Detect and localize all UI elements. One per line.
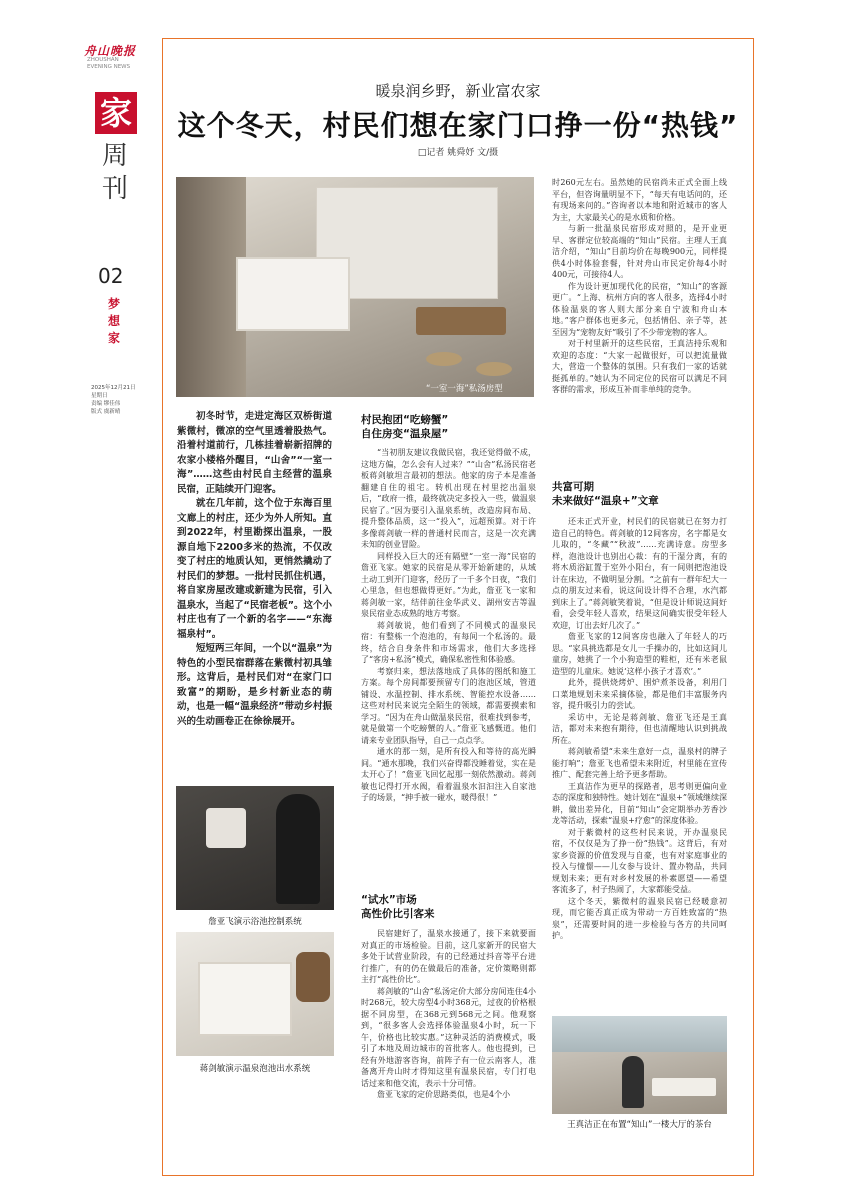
- article-byline: □记者 姚舜妤 文/摄: [417, 148, 499, 158]
- body-paragraph: 同样投入巨大的还有隔壁“一室一海”民宿的詹亚飞家。她家的民宿是从零开始新建的，从域土动工到开门迎客，经历了一千多个日夜，“我们心里急，但也想做得更好。”为此，詹亚飞一家和蒋剑敏一家，结伴前往金华武义、湖州安吉等温泉民宿业态成熟的地方考察。: [361, 551, 536, 618]
- newspaper-logo: 舟山晚报: [84, 44, 137, 58]
- body-paragraph: 詹亚飞家的定价思路类似，也是4个小: [377, 1090, 511, 1099]
- page-number: 02: [98, 264, 124, 288]
- section1-heading-line: 自住房变“温泉屋”: [361, 428, 449, 440]
- logo-en-line-1: ZHOUSHAN: [87, 57, 119, 63]
- body-paragraph: 时260元左右。虽然她的民宿尚未正式全面上线平台，但咨询量明显不下，“每天有电话问的，还有现场来问的。”咨询者以本地和附近城市的客人为主，大家最关心的是水质和价格。: [552, 178, 727, 222]
- issue-layout: 版式 虞新晴: [91, 409, 121, 415]
- section3-body: [552, 516, 727, 1006]
- photo-cushion: [426, 352, 462, 366]
- photo-table: [652, 1078, 716, 1096]
- issue-info: [91, 384, 151, 416]
- section3-heading-line: 共富可期: [552, 481, 594, 493]
- body-paragraph: 与新一批温泉民宿形成对照的，是开业更早、客群定位较高端的“知山”民宿。主理人王真洁介绍，“知山”目前均价在每晚900元，同样提供4小时体验套餐，针对舟山市民定价每4小时400元，可接待4人。: [552, 224, 727, 279]
- body-paragraph: 采访中，无论是蒋剑敏、詹亚飞还是王真洁，都对未来抱有期待，但也清醒地认识到挑战所在。: [552, 712, 727, 745]
- body-paragraph: 通水的那一刻，是所有投入和等待的高光瞬间。“通水那晚，我们兴奋得都没睡着觉，实在是太开心了！”詹亚飞回忆起那一刻依然激动。蒋剑敏也记得打开水阀，看着温泉水汩汩注入自家池子的场景，“抻手被一碰水，暖得很！”: [361, 747, 536, 802]
- section2-body: [361, 928, 536, 1164]
- photo-tea-table: [416, 307, 506, 335]
- lede-paragraph: 短短两三年间，一个以“温泉”为特色的小型民宿群落在紫微村初具雏形。这背后，是村民们对“在家门口致富”的期盼，是乡村新业态的萌动，也是一幅“温泉经济”带动乡村振兴的生动画卷正在徐徐展开。: [177, 643, 332, 727]
- issue-weekday: 星期日: [91, 393, 108, 399]
- body-paragraph: 对于紫微村的这些村民来说，开办温泉民宿，不仅仅是为了挣一份“热钱”。这背后，有对家乡资源的价值发现与自豪，也有对家庭事业的投入与憧憬——儿女参与设计、置办物品，共同规划未来；更有对乡村发展的朴素愿望——希望客流多了，村子热闹了，大家都能受益。: [552, 827, 727, 894]
- section3-heading: [552, 480, 727, 508]
- body-paragraph: 王真洁作为更早的探路者，思考则更偏向业态的深度和独特性。她计划在“温泉+”领域继续深耕，做出差异化，目前“知山”会定期举办芳香沙龙等活动，探索“温泉+疗愈”的深度体验。: [552, 781, 727, 825]
- lede-paragraph: 就在几年前，这个位于东海百里文廊上的村庄，还少为外人所知。直到2022年，村里勘探出温泉，一股源自地下2200多米的热流，不仅改变了村庄的地质认知，更悄然撬动了村民们的梦想。一批村民抓住机遇，将自家房屋改建或新建为民宿，引入温泉水，当起了“民宿老板”。这个小村庄也有了一个新的名字——“东海福泉村”。: [177, 498, 332, 640]
- body-paragraph: 蒋剑敏的“山舍”私汤定价大部分房间连住4小时268元，较大房型4小时368元，过夜的价格根据不同房型，在368元到568元之间。他观察到，“很多客人会选择体验温泉4小时，玩一下午，价格也比较实惠。”这种灵活的消费模式，吸引了本地及周边城市的首批客人。他也提到，已经有外地游客咨询，前阵子有一位云南客人，准备离开舟山时才得知这里有温泉民宿，专门打电话过来和他交流，表示十分可惜。: [361, 986, 536, 1088]
- body-paragraph: 还未正式开业，村民们的民宿就已在努力打造自己的特色。蒋剑敏的12间客房，名字都是女儿取的，“冬藏”“秋波”……充满诗意。房型多样，泡池设计也别出心裁：有的干湿分离，有的将木质浴缸置于室外小阳台，有一间则把泡池设计在床边，不做明显分割。“之前有一群年纪大一点的朋友过来看，说这间设计得不合理，水汽都到床上了。”蒋剑敏笑着说，“但是设计师说这间好看，会受年轻人喜欢，结果这间确实很受年轻人欢迎，订出去好几次了。”: [552, 517, 727, 630]
- body-paragraph: 蒋剑敏说，他们看到了不同模式的温泉民宿：有整栋一个泡池的，有每间一个私汤的。最终，结合自身条件和市场需求，他们大多选择了“客房+私汤”模式，确保私密性和体验感。: [361, 620, 536, 664]
- newspaper-logo-english: [87, 57, 130, 71]
- section1-heading-line: 村民抱团“吃螃蟹”: [361, 414, 449, 426]
- photo-small-tub: [198, 962, 292, 1036]
- section1-heading: [361, 413, 536, 441]
- article-lede: [177, 410, 332, 729]
- body-paragraph: 对于村里新开的这些民宿，王真洁持乐观和欢迎的态度：“大家一起做很好，可以把流量做大，营造一个整体的氛围。只有我们一家的话就挺孤单的。”她认为不同定位的民宿可以满足不同客群的需求，形成互补而非单纯的竞争。: [552, 339, 727, 394]
- body-paragraph: “当初朋友建议我做民宿，我还觉得做不成，这地方偏，怎么会有人过来？”“山舍”私汤民宿老板蒋剑敏坦言最初的想法。他家的房子本是准备翻建自住的祖宅。转机出现在村里挖出温泉后，“政府一推，最终就决定多投入一些，做温泉民宿了。”因为要引入温泉系统，改造房间布局、提升整体品质，这一“投入”，远超预算。对于许多像蒋剑敏一样的普通村民而言，这是一次充满未知的创业冒险。: [361, 448, 536, 549]
- body-paragraph: 考察归来，想法落地成了具体的图纸和施工方案。每个房间都要预留专门的泡池区域，管道铺设、水温控制、排水系统、智能控水设备……这些对村民来说完全陌生的领域，都需要摸索和学习。“因为在舟山做温泉民宿，很难找到参考，就是做第一个吃螃蟹的人。”詹亚飞感慨道。他们请来专业团队指导，自己一点点学。: [361, 666, 536, 745]
- section2-continued-body: [552, 177, 727, 469]
- body-paragraph: 这个冬天，紫微村的温泉民宿已经暖意初现，而它能否真正成为带动一方百姓致富的“热泉”，还需要时间的进一步检验与各方的共同呵护。: [552, 896, 727, 940]
- section-badge: 家: [95, 92, 137, 134]
- section-subtitle: 周刊: [101, 141, 128, 204]
- article-subtitle: 暖泉润乡野，新业富农家: [375, 82, 541, 100]
- main-photo-caption: “一室一海”私汤房型: [426, 384, 503, 394]
- photo-control-panel: [206, 808, 246, 848]
- photo-caption: 王真洁正在布置“知山”一楼大厅的茶台: [567, 1120, 712, 1130]
- body-paragraph: 作为设计更加现代化的民宿，“知山”的客源更广。“上海、杭州方向的客人很多，选择4小时体验温泉的客人则大部分来自宁波和舟山本地。”客户群体也更多元，包括情侣、亲子等，甚至因为“宠物友好”吸引了不少带宠物的客人。: [552, 281, 727, 337]
- photo-person: [622, 1056, 644, 1108]
- photo-caption: 詹亚飞演示浴池控制系统: [208, 917, 302, 927]
- photo-cushion: [476, 362, 512, 376]
- photo-window-view: [552, 1016, 727, 1052]
- section1-body: [361, 447, 536, 857]
- section2-heading: [361, 893, 536, 921]
- lede-paragraph: 初冬时节，走进定海区双桥街道紫微村，微凉的空气里透着股热气。沿着村道前行，几栋挂着崭新招牌的农家小楼格外醒目，“山舍”“一室一海”……这些由村民自主经营的温泉民宿，正陆续开门迎客。: [177, 411, 332, 495]
- body-paragraph: 詹亚飞家的12间客房也融入了年轻人的巧思。“家具挑选都是女儿一手操办的，比如这间儿童房，她挑了一个小狗造型的鞋柜，还有米老鼠造型的儿童床。她说‘这样小孩子才喜欢’。”: [552, 632, 727, 676]
- issue-editor: 责编 缪佳伟: [91, 401, 121, 407]
- body-paragraph: 蒋剑敏希望“未来生意好一点，温泉村的牌子能打响”；詹亚飞也希望未来附近，村里能在宣传推广、配套完善上给予更多帮助。: [552, 747, 727, 779]
- photo-pool-outlet: [176, 932, 334, 1056]
- logo-en-line-2: EVENING NEWS: [87, 64, 131, 70]
- body-paragraph: 民宿建好了，温泉水接通了，接下来就要面对真正的市场检验。目前，这几家新开的民宿大多处于试营业阶段，有的已经通过抖音等平台进行推广，有的仍在做最后的准备，定价策略则都主打“高性价比”。: [361, 929, 536, 984]
- section2-heading-line: 高性价比引客来: [361, 908, 435, 920]
- section2-heading-line: “试水”市场: [361, 894, 417, 906]
- section3-heading-line: 未来做好“温泉+”文章: [552, 495, 659, 507]
- photo-person: [276, 794, 320, 904]
- photo-control-system: [176, 786, 334, 910]
- photo-tea-hall: [552, 1016, 727, 1114]
- issue-date: 2025年12月21日: [91, 385, 136, 391]
- article-title: 这个冬天，村民们想在家门口挣一份“热钱”: [177, 109, 739, 142]
- section-name: 梦想家: [108, 297, 121, 345]
- photo-bathtub: [236, 257, 350, 331]
- photo-hand: [296, 952, 330, 1002]
- main-photo: [176, 177, 534, 397]
- photo-caption: 蒋剑敏演示温泉泡池出水系统: [199, 1064, 311, 1074]
- body-paragraph: 此外，提供烧烤炉、围炉煮茶设备，利用门口菜地规划未来采摘体验，都是他们丰富服务内容，提升吸引力的尝试。: [552, 678, 727, 710]
